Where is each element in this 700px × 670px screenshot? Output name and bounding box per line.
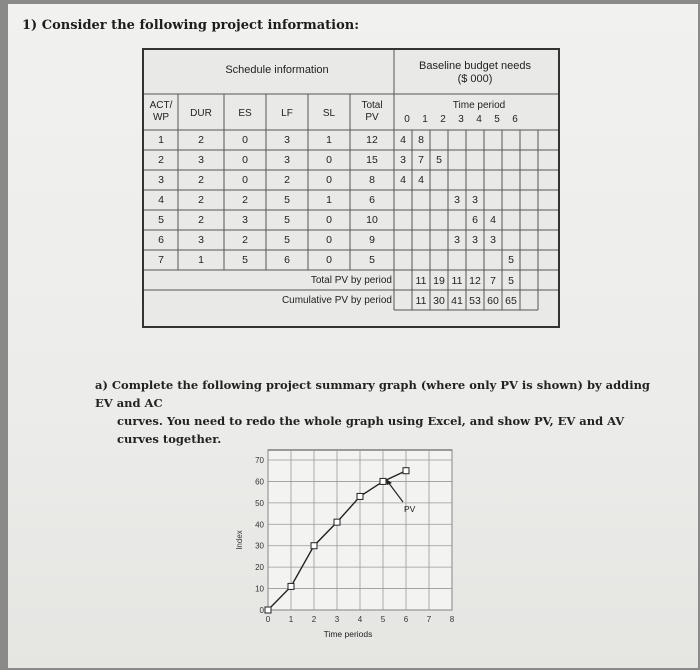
period-label: 1 [422, 114, 428, 125]
cell-sl: 0 [326, 254, 332, 266]
cumulative-pv-label: Cumulative PV by period [281, 295, 392, 306]
cell-dur: 1 [198, 254, 204, 266]
total-pv-value: 11 [451, 275, 463, 287]
period-label: 5 [494, 114, 500, 125]
cell-es: 0 [242, 174, 248, 186]
cell-es: 2 [242, 234, 248, 246]
col-es-header: ES [238, 108, 252, 119]
cell-pv: 4 [490, 214, 496, 226]
cell-sl: 1 [326, 134, 332, 146]
cell-total: 6 [369, 194, 375, 206]
pv-point [334, 519, 340, 525]
col-total-header: Total [361, 100, 383, 111]
period-label: 3 [458, 114, 464, 125]
cell-lf: 3 [284, 134, 290, 146]
col-sl-header: SL [322, 108, 336, 119]
cumulative-pv-value: 41 [451, 295, 463, 307]
cell-total: 5 [369, 254, 375, 266]
y-tick-label: 20 [255, 563, 264, 573]
cumulative-pv-value: 11 [415, 295, 427, 307]
pv-annotation: PV [404, 504, 416, 514]
total-pv-value: 5 [508, 275, 514, 287]
cell-act: 7 [158, 254, 164, 266]
cell-act: 3 [158, 174, 164, 186]
col-dur-header: DUR [190, 108, 212, 119]
period-label: 4 [476, 114, 482, 125]
cell-lf: 6 [284, 254, 290, 266]
total-pv-value: 19 [433, 275, 445, 287]
cell-sl: 0 [326, 174, 332, 186]
pv-point [265, 607, 271, 613]
question-a-line1: a) Complete the following project summary graph (where only PV is shown) by adding EV and AC [95, 378, 650, 410]
y-tick-label: 60 [255, 477, 264, 487]
cell-sl: 0 [326, 154, 332, 166]
question-1-title: 1) Consider the following project information: [22, 18, 360, 33]
cell-act: 5 [158, 214, 164, 226]
cell-pv: 3 [454, 194, 460, 206]
col-pv-header: PV [365, 112, 379, 123]
total-pv-label: Total PV by period [310, 275, 392, 286]
cell-pv: 7 [418, 154, 424, 166]
y-tick-label: 0 [259, 606, 264, 615]
col-act-header: ACT/ [149, 100, 173, 111]
pv-point [380, 478, 386, 484]
budget-unit: ($ 000) [457, 73, 493, 85]
y-tick-label: 40 [255, 520, 264, 530]
cell-dur: 2 [198, 174, 204, 186]
cumulative-pv-value: 60 [487, 295, 499, 307]
cell-pv: 8 [418, 134, 424, 146]
cell-act: 2 [158, 154, 164, 166]
cell-pv: 4 [418, 174, 424, 186]
cell-pv: 5 [436, 154, 442, 166]
cell-total: 9 [369, 234, 375, 246]
cell-es: 3 [242, 214, 248, 226]
pv-point [403, 468, 409, 474]
cell-lf: 5 [284, 214, 290, 226]
cell-lf: 5 [284, 234, 290, 246]
cell-lf: 5 [284, 194, 290, 206]
cell-act: 4 [158, 194, 164, 206]
cell-es: 5 [242, 254, 248, 266]
cell-pv: 3 [454, 234, 460, 246]
x-tick-label: 0 [265, 615, 271, 624]
total-pv-value: 11 [415, 275, 427, 287]
cell-lf: 2 [284, 174, 290, 186]
cell-dur: 2 [198, 214, 204, 226]
cell-total: 15 [366, 154, 378, 166]
x-tick-label: 4 [357, 615, 363, 624]
question-a-line2: curves. You need to redo the whole graph using Excel, and show PV, EV and AV curves together. [117, 414, 625, 446]
cell-pv: 6 [472, 214, 478, 226]
cell-total: 12 [366, 134, 378, 146]
budget-header: Baseline budget needs [419, 60, 531, 72]
project-info-table [142, 48, 560, 328]
cell-dur: 3 [198, 154, 204, 166]
cell-sl: 0 [326, 214, 332, 226]
col-lf-header: LF [281, 108, 293, 119]
cell-sl: 0 [326, 234, 332, 246]
period-label: 0 [404, 114, 410, 125]
x-axis-label: Time periods [323, 629, 373, 639]
cell-dur: 2 [198, 134, 204, 146]
y-axis-label: Index [235, 530, 244, 550]
x-tick-label: 3 [334, 615, 340, 624]
pv-chart [228, 440, 468, 640]
period-label: 6 [512, 114, 518, 125]
pv-point [288, 583, 294, 589]
cell-es: 2 [242, 194, 248, 206]
y-tick-label: 50 [255, 498, 264, 508]
cell-act: 6 [158, 234, 164, 246]
total-pv-value: 7 [490, 275, 496, 287]
period-label: 2 [440, 114, 446, 125]
x-tick-label: 8 [449, 615, 455, 624]
cumulative-pv-value: 30 [433, 295, 445, 307]
cumulative-pv-value: 53 [469, 295, 481, 307]
question-a-text [95, 376, 655, 448]
cell-lf: 3 [284, 154, 290, 166]
total-pv-value: 12 [469, 275, 481, 287]
cell-es: 0 [242, 154, 248, 166]
y-tick-label: 30 [255, 541, 264, 551]
cell-total: 8 [369, 174, 375, 186]
x-tick-label: 6 [403, 615, 409, 624]
cell-dur: 3 [198, 234, 204, 246]
schedule-info-header: Schedule information [225, 64, 329, 76]
x-tick-label: 7 [426, 615, 432, 624]
cell-act: 1 [158, 134, 164, 146]
cell-pv: 4 [400, 174, 406, 186]
pv-point [311, 543, 317, 549]
x-tick-label: 2 [311, 615, 317, 624]
cell-es: 0 [242, 134, 248, 146]
time-period-header: Time period [452, 100, 506, 111]
y-tick-label: 10 [255, 584, 264, 594]
cell-pv: 3 [400, 154, 406, 166]
cell-pv: 4 [400, 134, 406, 146]
x-tick-label: 1 [288, 615, 294, 624]
x-tick-label: 5 [380, 615, 386, 624]
cell-sl: 1 [326, 194, 332, 206]
cumulative-pv-value: 65 [505, 295, 517, 307]
pv-point [357, 493, 363, 499]
cell-pv: 3 [490, 234, 496, 246]
cell-total: 10 [366, 214, 378, 226]
col-wp-header: WP [152, 112, 170, 123]
cell-pv: 3 [472, 194, 478, 206]
cell-dur: 2 [198, 194, 204, 206]
cell-pv: 5 [508, 254, 514, 266]
y-tick-label: 70 [255, 456, 264, 465]
cell-pv: 3 [472, 234, 478, 246]
